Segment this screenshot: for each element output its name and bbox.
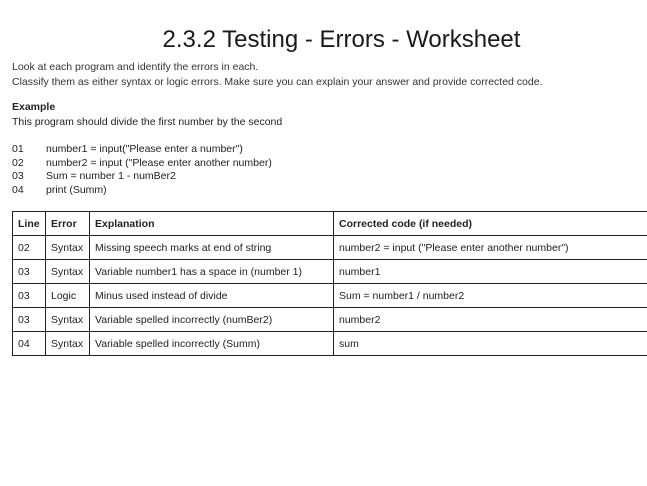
column-header-error: Error <box>46 212 90 236</box>
instructions <box>12 60 543 90</box>
code-line <box>12 157 272 171</box>
cell-error: Logic <box>46 284 90 308</box>
code-line <box>12 170 272 184</box>
instructions-line-2: Classify them as either syntax or logic errors. Make sure you can explain your answer and provide corrected code. <box>12 76 543 88</box>
column-header-corrected-code: Corrected code (if needed) <box>334 212 647 236</box>
column-header-explanation: Explanation <box>90 212 334 236</box>
cell-error: Syntax <box>46 332 90 356</box>
cell-explanation: Minus used instead of divide <box>90 284 334 308</box>
cell-corrected-code: number1 <box>334 260 647 284</box>
cell-line: 02 <box>13 236 46 260</box>
example-description: This program should divide the first number by the second <box>12 116 283 128</box>
table-row <box>13 308 647 332</box>
cell-explanation: Variable spelled incorrectly (numBer2) <box>90 308 334 332</box>
code-line-number: 02 <box>12 156 24 169</box>
code-line-text: print (Summ) <box>46 183 107 196</box>
cell-explanation: Variable spelled incorrectly (Summ) <box>90 332 334 356</box>
page-title: 2.3.2 Testing - Errors - Worksheet <box>162 26 521 53</box>
table-row <box>13 332 647 356</box>
cell-corrected-code: number2 = input ("Please enter another number") <box>334 236 647 260</box>
cell-explanation: Variable number1 has a space in (number 1) <box>90 260 334 284</box>
cell-corrected-code: number2 <box>334 308 647 332</box>
code-line-number: 03 <box>12 170 24 182</box>
example-heading: Example <box>12 101 56 113</box>
instructions-line-1: Look at each program and identify the errors in each. <box>12 61 259 73</box>
code-line-text: Sum = number 1 - numBer2 <box>46 170 176 182</box>
cell-line: 03 <box>13 308 46 332</box>
table-row <box>13 260 647 284</box>
cell-error: Syntax <box>46 236 90 260</box>
code-line <box>12 143 272 157</box>
cell-explanation: Missing speech marks at end of string <box>90 236 334 260</box>
example-code <box>12 143 272 197</box>
code-line-text: number2 = input ("Please enter another number) <box>46 156 272 169</box>
cell-corrected-code: sum <box>334 332 647 356</box>
table-header-row <box>13 212 647 236</box>
code-line-text: number1 = input("Please enter a number") <box>46 143 243 155</box>
code-line-number: 04 <box>12 183 24 196</box>
cell-error: Syntax <box>46 260 90 284</box>
table-row <box>13 284 647 308</box>
cell-line: 03 <box>13 260 46 284</box>
cell-line: 03 <box>13 284 46 308</box>
cell-line: 04 <box>13 332 46 356</box>
errors-table <box>12 211 647 356</box>
cell-corrected-code: Sum = number1 / number2 <box>334 284 647 308</box>
code-line-number: 01 <box>12 143 24 155</box>
cell-error: Syntax <box>46 308 90 332</box>
table-row <box>13 236 647 260</box>
code-line <box>12 184 272 198</box>
column-header-line: Line <box>13 212 46 236</box>
